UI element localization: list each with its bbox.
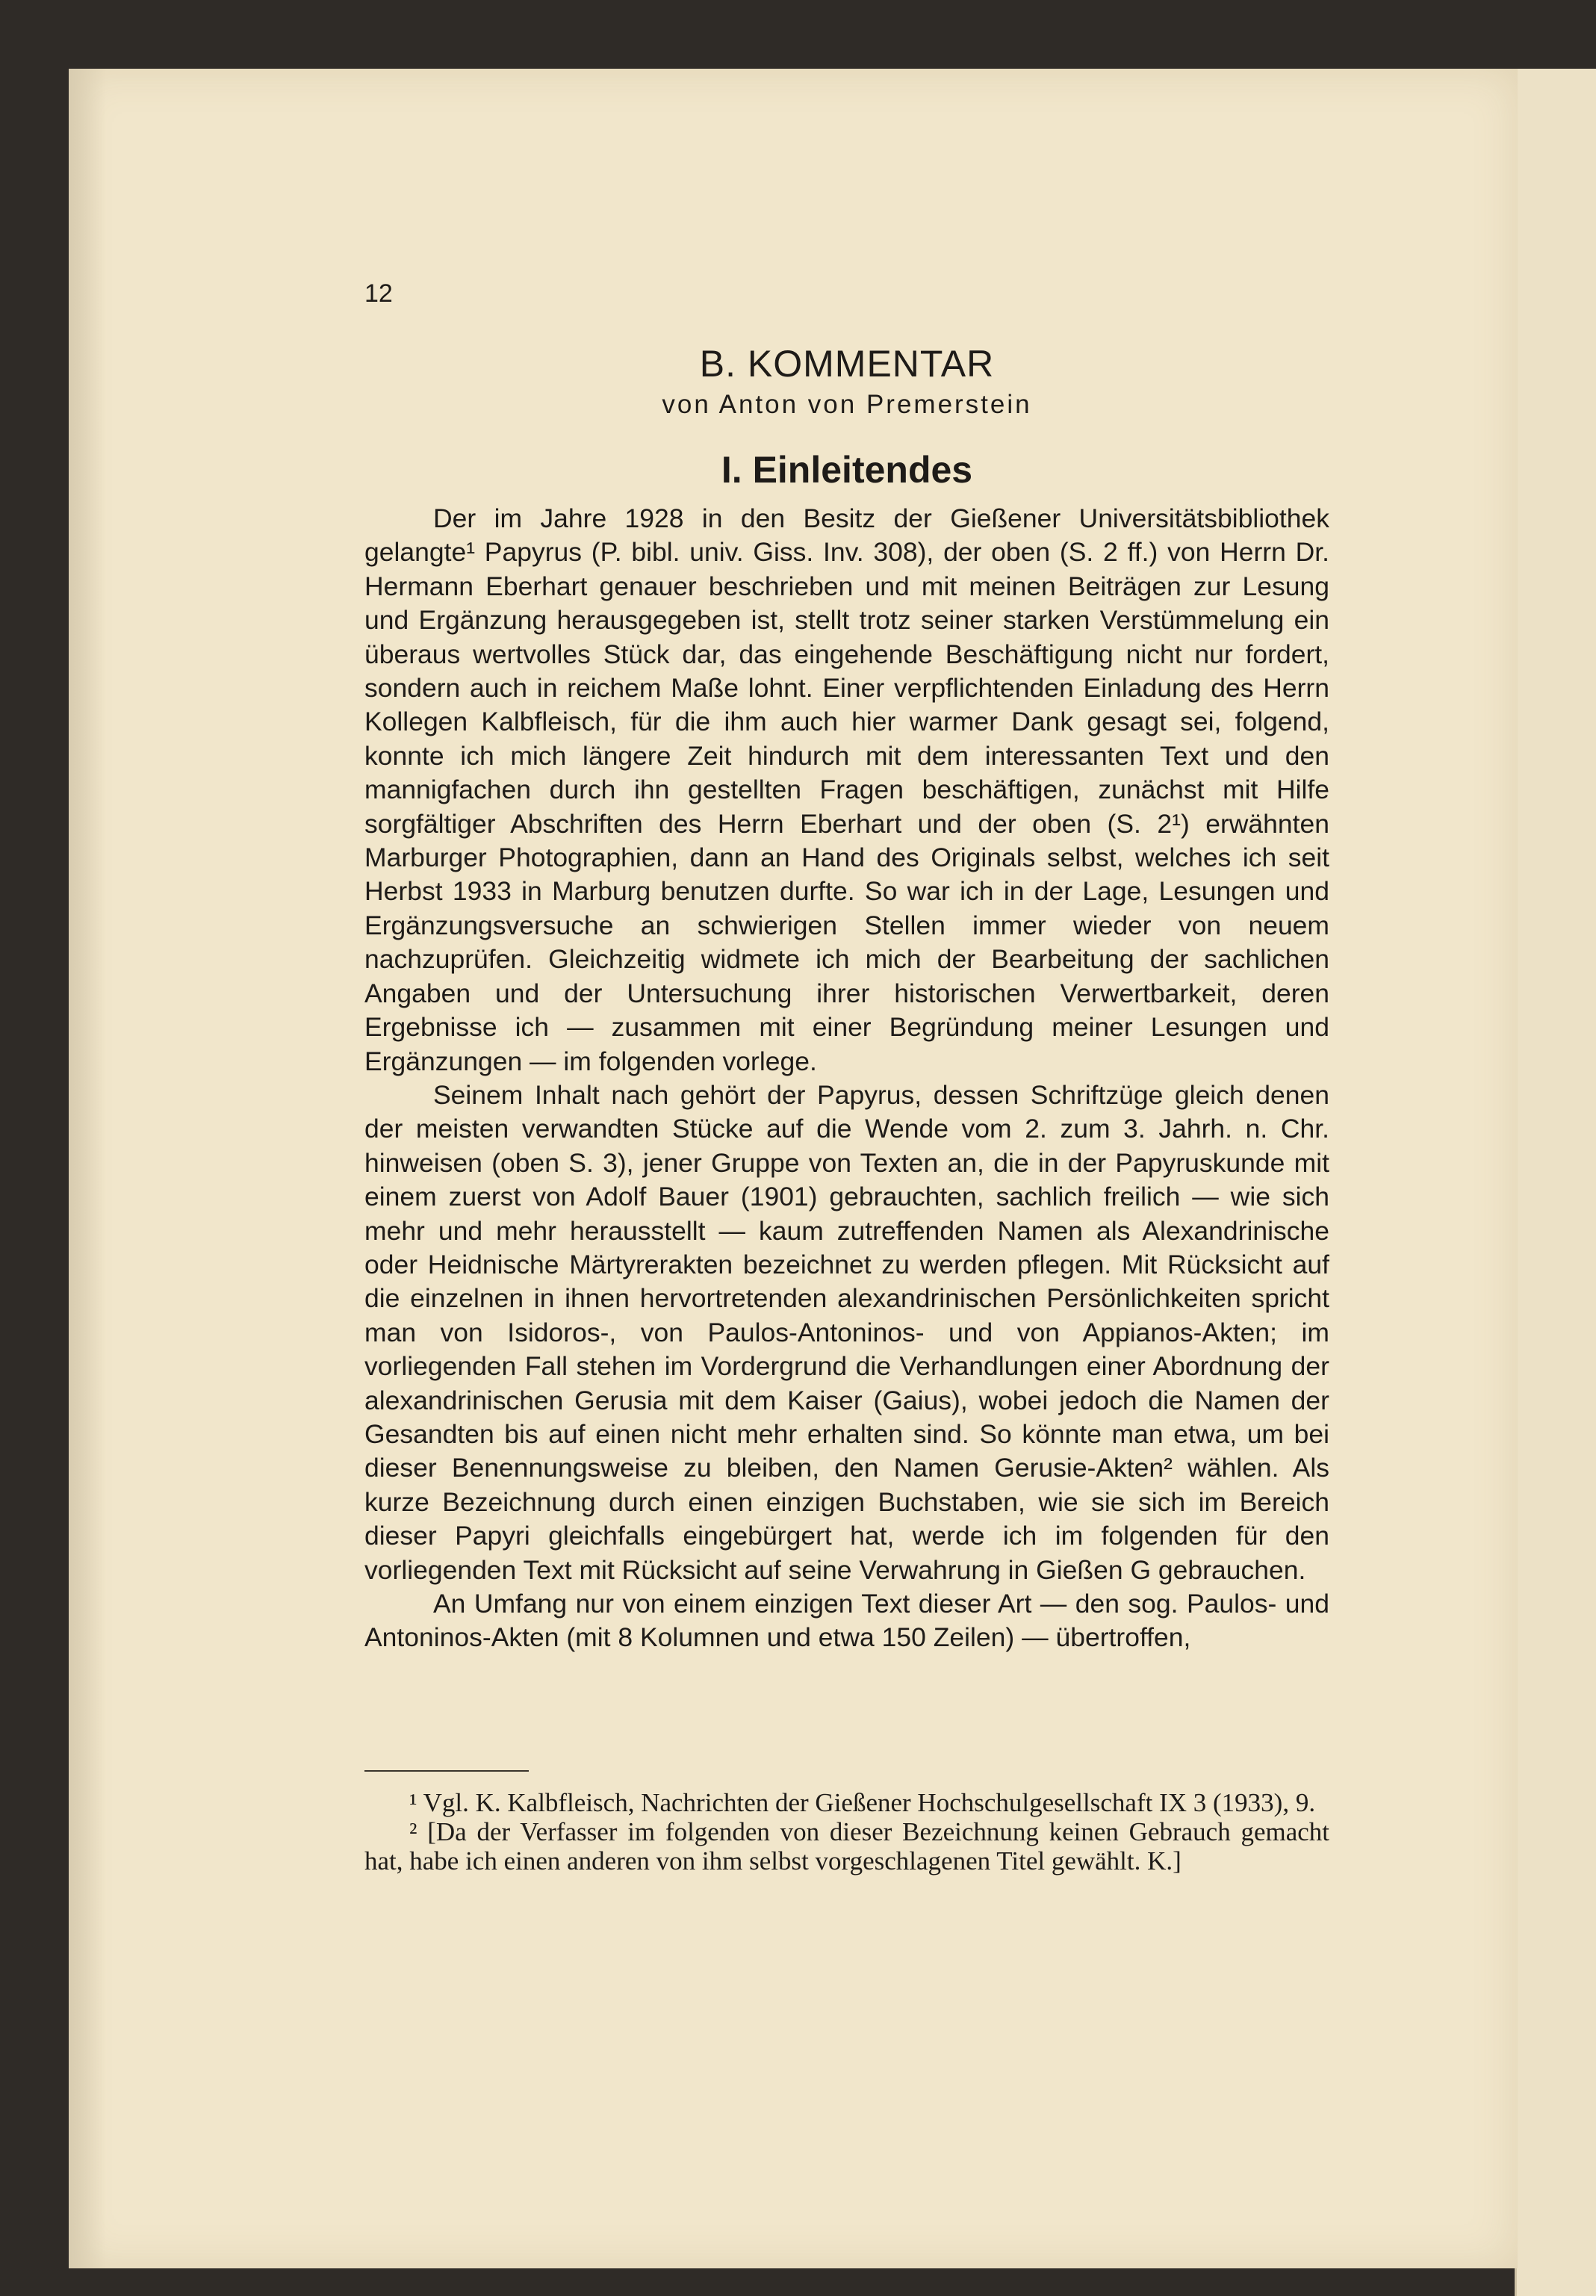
footnotes [364, 1770, 1329, 1875]
footnote: ¹ Vgl. K. Kalbfleisch, Nachrichten der Gießener Hochschulgesellschaft IX 3 (1933), 9. [409, 1788, 1316, 1817]
author-line: von Anton von Premerstein [662, 390, 1032, 419]
footnote: ² [Da der Verfasser im folgenden von dieser Bezeichnung keinen Gebrauch gemacht hat, habe ich einen anderen von ihm selbst vorgeschlagenen Titel gewählt. K.] [364, 1817, 1329, 1875]
page-number: 12 [364, 279, 393, 308]
chapter-title: B. KOMMENTAR [699, 343, 995, 385]
next-page-edge [1515, 69, 1596, 2296]
paragraph: Seinem Inhalt nach gehört der Papyrus, dessen Schriftzüge gleich denen der meisten verwandten Stücke auf die Wende vom 2. zum 3. Jahrh. n. Chr. hinweisen (oben S. 3), jener Gruppe von Texten an, die in der Papyruskunde mit einem zuerst von Adolf Bauer (1901) gebrauchten, sachlich freilich — wie sich mehr und mehr herausstellt — kaum zutreffenden Namen als Alexandrinische oder Heidnische Märtyrerakten bezeichnet zu werden pflegen. Mit Rücksicht auf die einzelnen in ihnen hervortretenden alexandrinischen Persönlichkeiten spricht man von Isidoros-, von Paulos-Antoninos- und von Appianos-Akten; im vorliegenden Fall stehen im Vordergrund die Verhandlungen einer Abordnung der alexandrinischen Gerusia mit dem Kaiser (Gaius), wobei jedoch die Namen der Gesandten bis auf einen nicht mehr erhalten sind. So könnte man etwa, um bei dieser Benennungsweise zu bleiben, den Namen Gerusie-Akten² wählen. Als kurze Bezeichnung durch einen einzigen Buchstaben, wie sie sich im Bereich dieser Papyri gleichfalls eingebürgert hat, werde ich im folgenden für den vorliegenden Text mit Rücksicht auf seine Verwahrung in Gießen G gebrauchen. [364, 1079, 1329, 1585]
footnote-rule [364, 1770, 529, 1772]
paragraph: An Umfang nur von einem einzigen Text dieser Art — den sog. Paulos- und Antoninos-Akten (mit 8 Kolumnen und etwa 150 Zeilen) — übertroffen, [364, 1589, 1329, 1653]
body-text [364, 502, 1329, 1655]
page-gutter-shadow [69, 69, 106, 2268]
section-heading: I. Einleitendes [721, 449, 973, 491]
paragraph: Der im Jahre 1928 in den Besitz der Gießener Universitätsbibliothek gelangte¹ Papyrus (P. bibl. univ. Giss. Inv. 308), der oben (S. 2 ff.) von Herrn Dr. Hermann Eberhart genauer beschrieben und mit meinen Beiträgen zur Lesung und Ergänzung herausgegeben ist, stellt trotz seiner starken Verstümmelung ein überaus wertvolles Stück dar, das eingehende Beschäftigung nicht nur fordert, sondern auch in reichem Maße lohnt. Einer verpflichtenden Einladung des Herrn Kollegen Kalbfleisch, für die ihm auch hier warmer Dank gesagt sei, folgend, konnte ich mich längere Zeit hindurch mit dem interessanten Text und den mannigfachen durch ihn gestellten Fragen beschäftigen, zunächst mit Hilfe sorgfältiger Abschriften des Herrn Eberhart und der oben (S. 2¹) erwähnten Marburger Photographien, dann an Hand des Originals selbst, welches ich seit Herbst 1933 in Marburg benutzen durfte. So war ich in der Lage, Lesungen und Ergänzungsversuche an schwierigen Stellen immer wieder von neuem nachzuprüfen. Gleichzeitig widmete ich mich der Bearbeitung der sachlichen Angaben und der Untersuchung ihrer historischen Verwertbarkeit, deren Ergebnisse ich — zusammen mit einer Begründung meiner Lesungen und Ergänzungen — im folgenden vorlege. [364, 503, 1329, 1076]
